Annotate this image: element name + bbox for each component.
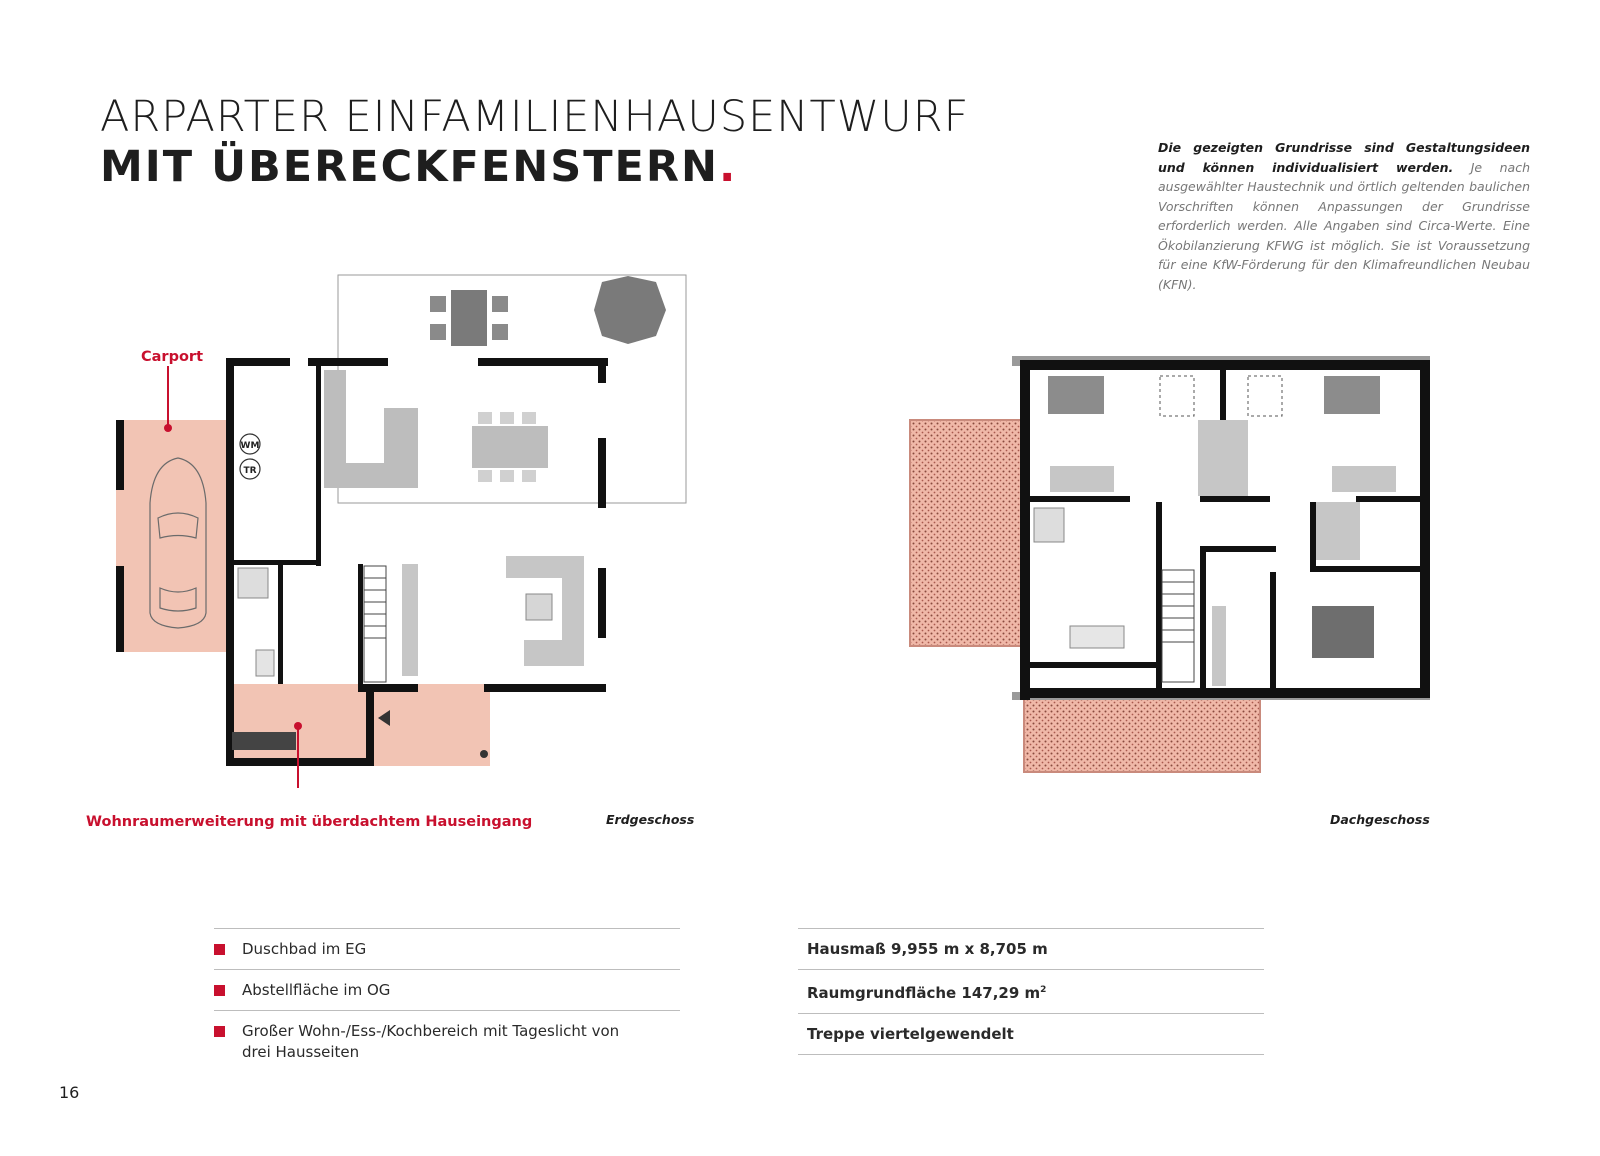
page-number: 16 [59,1083,80,1102]
extension-label: Wohnraumerweiterung mit überdachtem Hauseingang [86,814,533,830]
page-title-line2 [100,142,737,192]
ground-floor-plan [108,268,708,788]
intro-bold: Die gezeigten Grundrisse sind Gestaltungsideen und können individualisiert werden. [1158,140,1530,175]
upper-floor-plan [900,350,1460,790]
bullet-square-icon [214,1026,225,1037]
carport-label: Carport [141,349,204,365]
floor-area [798,970,1264,1014]
feature-text: Abstellfläche im OG [242,981,391,999]
house-size: Hausmaß 9,955 m x 8,705 m [798,929,1264,970]
feature-text: Großer Wohn-/Ess-/Kochbereich mit Tageslicht von drei Hausseiten [242,1022,620,1061]
feature-text: Duschbad im EG [242,940,367,958]
feature-item [214,970,680,1011]
dryer-label: TR [243,466,257,476]
bullet-square-icon [214,985,225,996]
ground-floor-label: Erdgeschoss [606,812,695,827]
upper-floor-label: Dachgeschoss [1330,812,1430,827]
stairs-type: Treppe viertelgewendelt [798,1014,1264,1055]
feature-item [214,1011,680,1072]
floor-area-unit-sup: 2 [1040,985,1047,995]
bullet-square-icon [214,944,225,955]
intro-paragraph [1158,138,1530,294]
page-title-line2-text: MIT ÜBERECKFENSTERN [100,142,720,192]
title-accent-dot: . [719,142,738,192]
intro-text: Je nach ausgewählter Haustechnik und örtlich geltenden baulichen Vorschriften können Anpassungen der Grundrisse erforderlich werden. Alle Angaben sind Circa-Werte. Eine Ökobilanzierung KFWG ist möglich. Sie ist Voraussetzung für eine KfW-Förderung für den Klimafreundlichen Neubau (KFN). [1158,159,1530,292]
floor-area-text: Raumgrundfläche 147,29 m [807,984,1041,1002]
feature-list [214,928,680,1072]
facts-list [798,928,1264,1055]
feature-item [214,929,680,970]
umbrella-icon [594,276,666,344]
washer-label: WM [240,441,260,451]
page-title-line1: ARPARTER EINFAMILIENHAUSENTWURF [100,92,970,142]
